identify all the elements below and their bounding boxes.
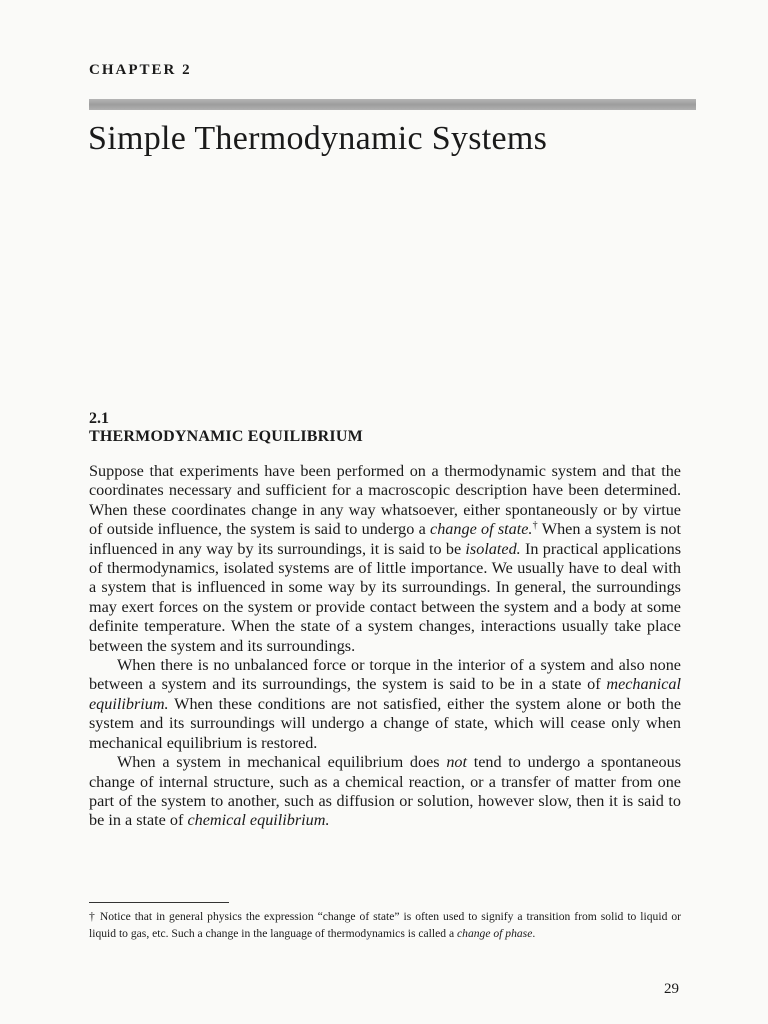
paragraph-1-text-b: When a system is not influenced in any way by its surroundings, it is said to be [89,520,682,558]
paragraph-3-text-b: tend to undergo a spontaneous change of internal structure, such as a chemical reaction, or a transfer of matter from one part of the system to another, such as diffusion or solution, however slow, then it is said to be in a state of [89,753,681,830]
term-change-of-phase: change of phase [457,926,533,940]
paragraph-2 [89,656,681,753]
paragraph-2-text-a: When there is no unbalanced force or torque in the interior of a system and also none between a system and its surroundings, the system is said to be in a state of [89,656,681,694]
footnote-marker: † [532,520,538,532]
body-text [89,462,681,831]
paragraph-1-text-c: In practical applications of thermodynamics, isolated systems are of little importance. We usually have to deal with a system that is influenced in some way by its surroundings. In general, the surroundings may exert forces on the system or provide contact between the system and a body at some definite temperature. When the state of a system changes, interactions usually take place between the system and its surroundings. [89,539,681,655]
section-number: 2.1 [89,410,109,427]
term-chemical-equilibrium: chemical equilibrium. [187,811,330,830]
footnote-text-b: . [532,926,536,940]
paragraph-3 [89,753,681,831]
chapter-rule [89,99,696,110]
page-number: 29 [664,981,679,997]
emphasis-not: not [446,753,467,772]
section-title: THERMODYNAMIC EQUILIBRIUM [89,428,363,445]
term-isolated: isolated. [465,539,521,558]
paragraph-1-text-a: Suppose that experiments have been performed on a thermodynamic system and that the coordinates necessary and sufficient for a macroscopic description have been determined. When these coordinates change in any way whatsoever, either spontaneously or by virtue of outside influence, the system is said to undergo a [89,462,681,539]
chapter-label: CHAPTER 2 [89,62,192,78]
footnote-text-a: † Notice that in general physics the expression “change of state” is often used to signify a transition from solid to liquid or liquid to gas, etc. Such a change in the language of thermodynamics is called a [89,910,681,940]
footnote-rule [89,902,229,903]
term-change-of-state: change of state. [430,520,533,539]
paragraph-2-text-b: When these conditions are not satisfied, either the system alone or both the system and its surroundings will undergo a change of state, which will cease only when mechanical equilibrium is restored. [89,694,681,752]
footnote [89,909,681,942]
paragraph-1 [89,462,681,656]
chapter-title: Simple Thermodynamic Systems [88,120,548,157]
paragraph-3-text-a: When a system in mechanical equilibrium does [117,753,447,772]
term-mechanical-equilibrium: mechanical equilibrium. [89,675,681,713]
